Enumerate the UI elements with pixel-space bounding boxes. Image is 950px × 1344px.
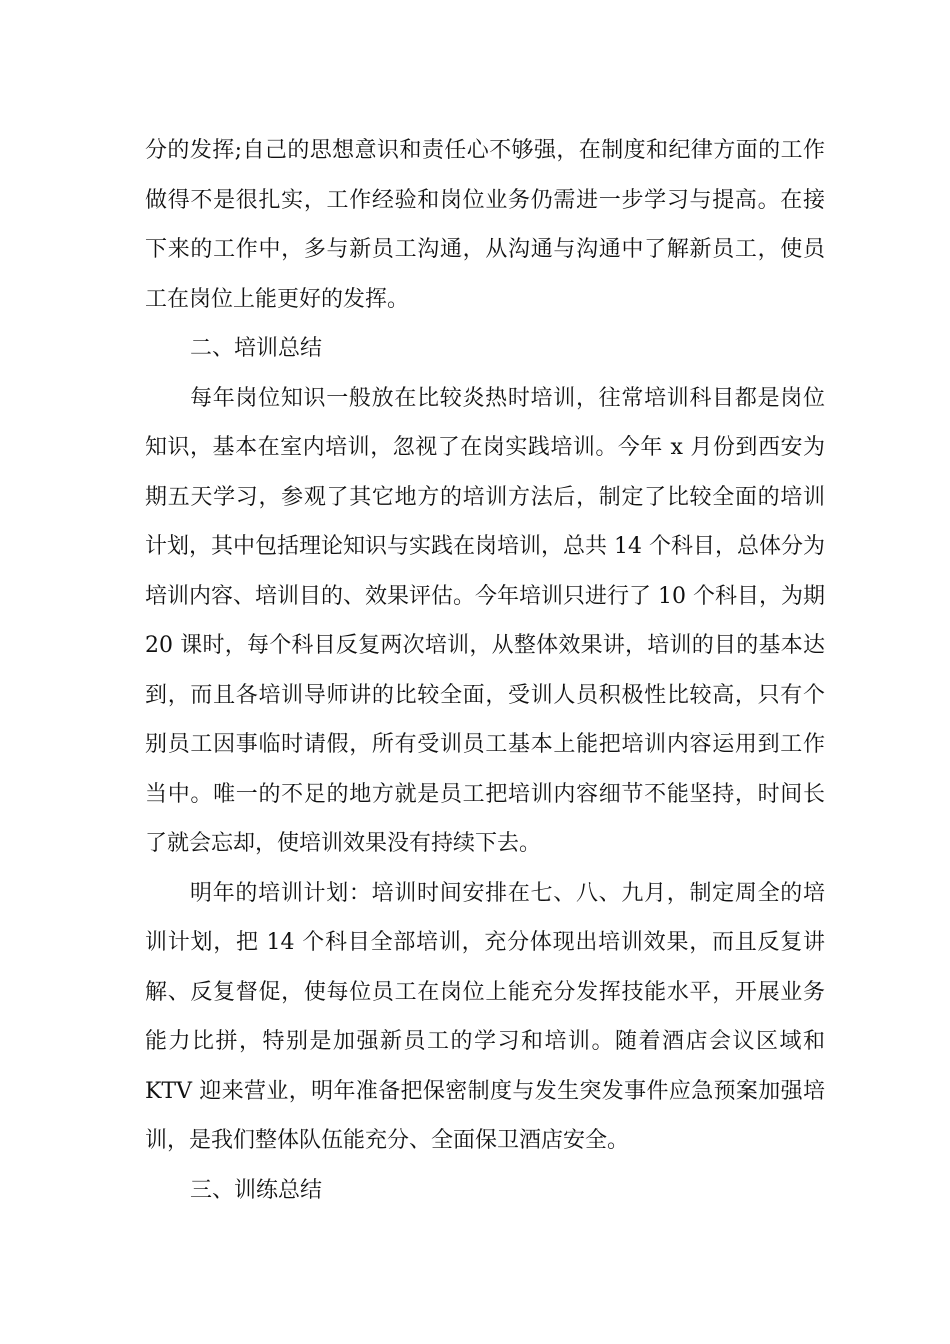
- document-body: [145, 126, 825, 1215]
- paragraph-training-plan: 明年的培训计划：培训时间安排在七、八、九月，制定周全的培训计划，把 14 个科目全部培训，充分体现出培训效果，而且反复讲解、反复督促，使每位员工在岗位上能充分发挥技能水平，开展业务能力比拼，特别是加强新员工的学习和培训。随着酒店会议区域和 KTV 迎来营业，明年准备把保密制度与发生突发事件应急预案加强培训，是我们整体队伍能充分、全面保卫酒店安全。: [145, 880, 825, 1153]
- paragraph-training-review: 每年岗位知识一般放在比较炎热时培训，往常培训科目都是岗位知识，基本在室内培训，忽视了在岗实践培训。今年 x 月份到西安为期五天学习，参观了其它地方的培训方法后，制定了比较全面的培训计划，其中包括理论知识与实践在岗培训，总共 14 个科目，总体分为培训内容、培训目的、效果评估。今年培训只进行了 10 个科目，为期 20 课时，每个科目反复两次培训，从整体效果讲，培训的目的基本达到，而且各培训导师讲的比较全面，受训人员积极性比较高，只有个别员工因事临时请假，所有受训员工基本上能把培训内容运用到工作当中。唯一的不足的地方就是员工把培训内容细节不能坚持，时间长了就会忘却，使培训效果没有持续下去。: [145, 385, 825, 856]
- section-heading-drill-summary: 三、训练总结: [190, 1177, 323, 1203]
- paragraph-continuation: 分的发挥;自己的思想意识和责任心不够强，在制度和纪律方面的工作做得不是很扎实，工作经验和岗位业务仍需进一步学习与提高。在接下来的工作中，多与新员工沟通，从沟通与沟通中了解新员工，使员工在岗位上能更好的发挥。: [145, 138, 825, 312]
- section-heading-training-summary: 二、培训总结: [190, 336, 323, 361]
